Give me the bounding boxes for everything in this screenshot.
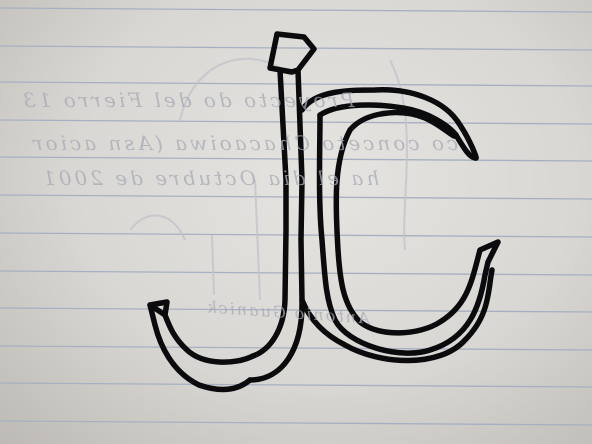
bleed-through-line-1: Proyecto do del Fierro 13 (20, 88, 355, 112)
rule-line (0, 233, 592, 237)
rule-line (0, 421, 592, 425)
rule-line (0, 8, 592, 12)
rule-line (0, 46, 592, 50)
bleed-through-signature: Antonio Guanick (204, 297, 371, 328)
bleed-through-vertical (212, 235, 214, 295)
bleed-through-line-2: co conceto Chacaoiwa (Asn acior (30, 131, 459, 155)
rule-line (0, 195, 592, 199)
rule-line (0, 157, 592, 161)
rule-line (0, 271, 592, 275)
bleed-through-vertical-2 (255, 180, 260, 300)
rule-line (0, 383, 592, 387)
bleed-through-curve (130, 216, 185, 240)
bleed-through-line-3: ha el dia Octubre de 2001 (40, 166, 380, 190)
rule-line (0, 120, 592, 124)
